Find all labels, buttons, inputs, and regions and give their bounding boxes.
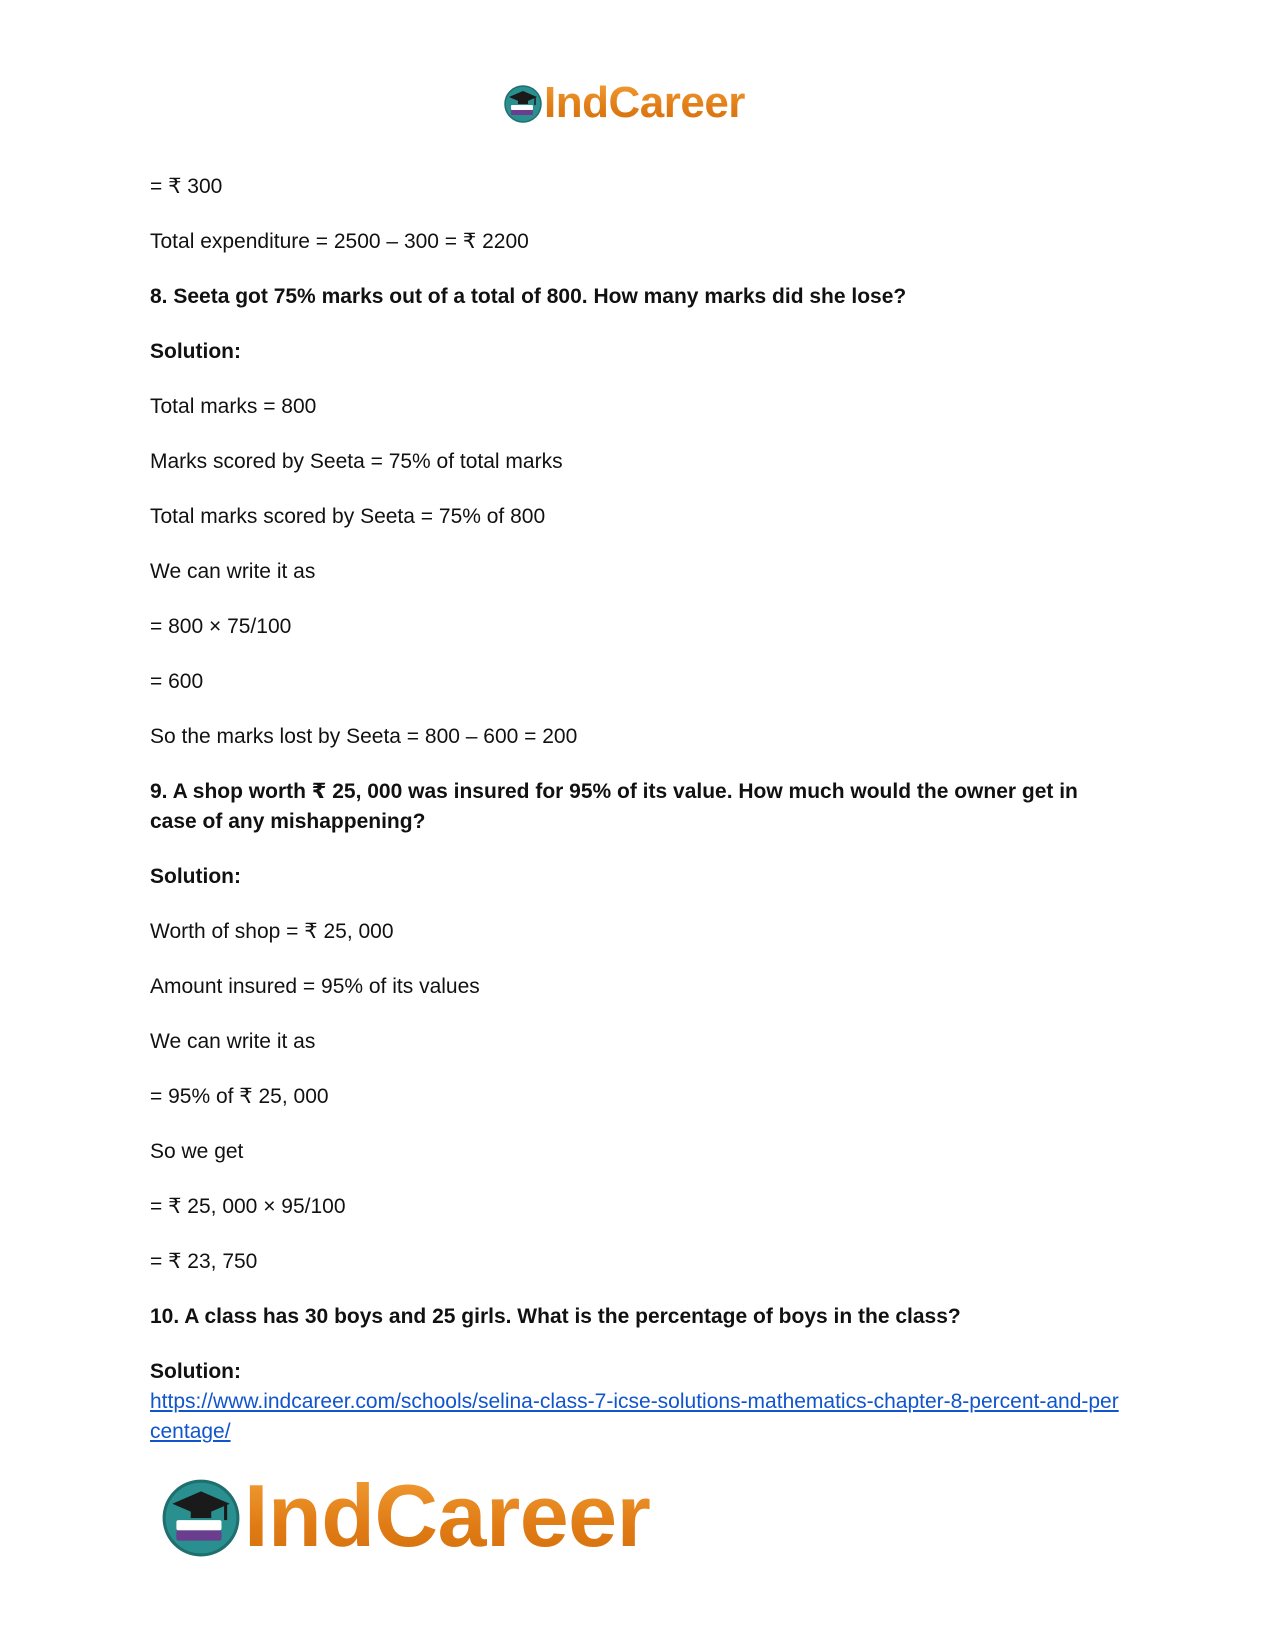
text-line: = ₹ 23, 750: [150, 1250, 258, 1273]
text-line: Amount insured = 95% of its values: [150, 975, 480, 998]
text-line: Total marks = 800: [150, 395, 317, 418]
solution-link[interactable]: https://www.indcareer.com/schools/selina-class-7-icse-solutions-mathematics-chapter-8-percent-and-percentage/: [150, 1390, 1119, 1443]
text-line: = 95% of ₹ 25, 000: [150, 1085, 329, 1108]
logo-wordmark: IndCareer: [244, 1466, 651, 1565]
solution-heading: Solution:: [150, 1360, 241, 1383]
logo-wordmark: IndCareer: [544, 78, 745, 127]
question-10: 10. A class has 30 boys and 25 girls. What is the percentage of boys in the class?: [150, 1305, 961, 1328]
text-line: = 600: [150, 670, 204, 693]
text-line: We can write it as: [150, 1030, 316, 1053]
header-logo: [503, 80, 745, 126]
text-line: = ₹ 25, 000 × 95/100: [150, 1195, 346, 1218]
text-line: Marks scored by Seeta = 75% of total marks: [150, 450, 563, 473]
text-line: So we get: [150, 1140, 244, 1163]
solution-heading: Solution:: [150, 340, 241, 363]
graduation-cap-book-icon: [503, 83, 543, 123]
text-line: = 800 × 75/100: [150, 615, 292, 638]
text-line: = ₹ 300: [150, 175, 223, 198]
text-line: Total expenditure = 2500 – 300 = ₹ 2200: [150, 230, 529, 253]
footer-logo: [160, 1466, 651, 1565]
solution-heading: Solution:: [150, 865, 241, 888]
text-line: Worth of shop = ₹ 25, 000: [150, 920, 394, 943]
question-9: 9. A shop worth ₹ 25, 000 was insured for 95% of its value. How much would the owner get in case of any mishappening?: [150, 780, 1078, 833]
text-line: We can write it as: [150, 560, 316, 583]
graduation-cap-book-icon: [160, 1475, 242, 1557]
text-line: Total marks scored by Seeta = 75% of 800: [150, 505, 546, 528]
question-8: 8. Seeta got 75% marks out of a total of 800. How many marks did she lose?: [150, 285, 907, 308]
document-body: [150, 172, 1130, 1447]
text-line: So the marks lost by Seeta = 800 – 600 = 200: [150, 725, 578, 748]
